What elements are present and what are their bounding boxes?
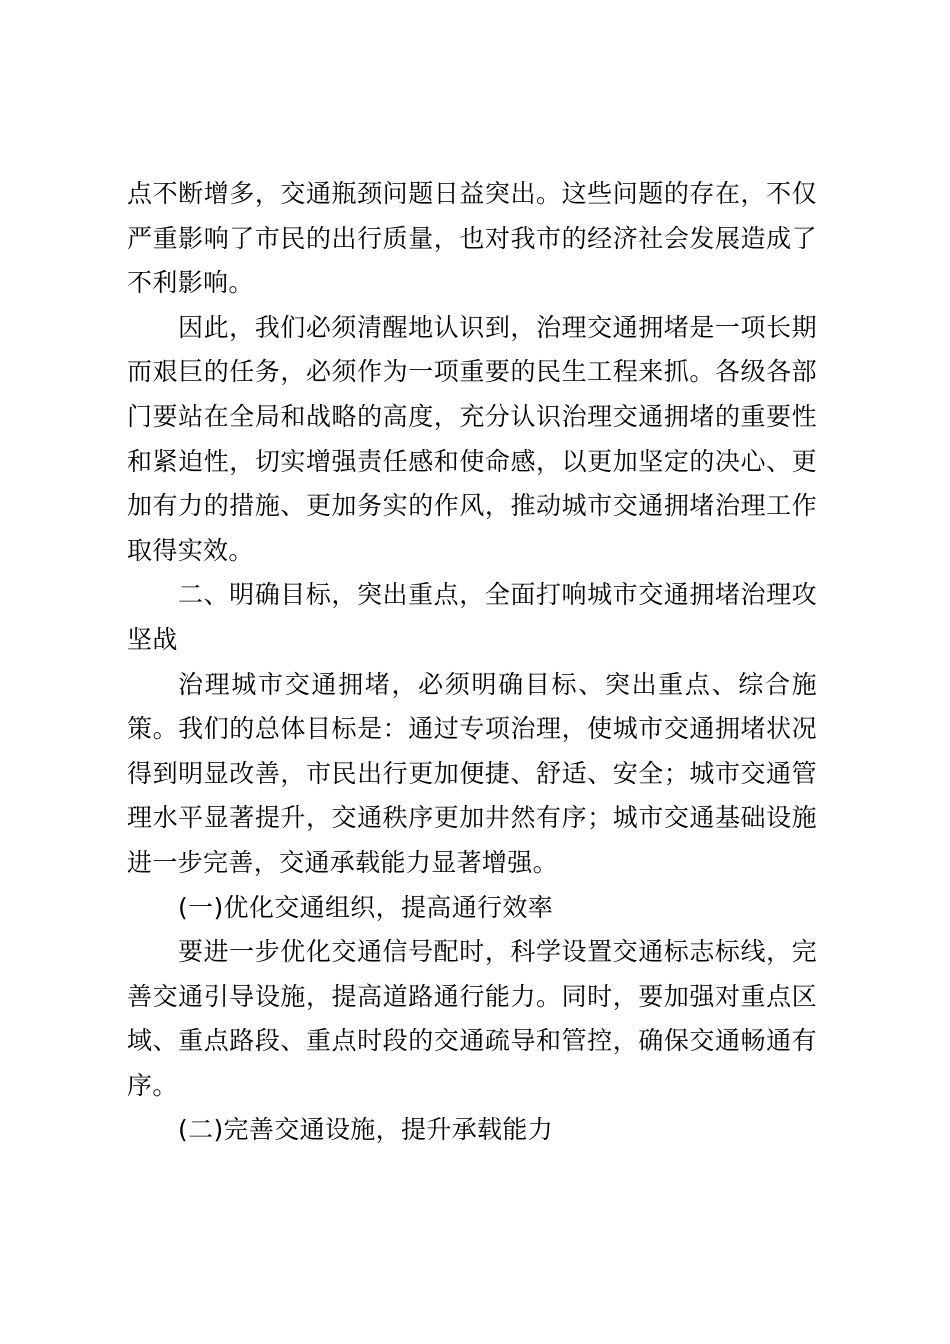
section-heading: 二、明确目标，突出重点，全面打响城市交通拥堵治理攻坚战 [127,580,817,654]
paragraph-body: 治理城市交通拥堵，必须明确目标、突出重点、综合施策。我们的总体目标是：通过专项治理，使城市交通拥堵状况得到明显改善，市民出行更加便捷、舒适、安全；城市交通管理水平显著提升，交通秩序更加井然有序；城市交通基础设施进一步完善，交通承载能力显著增强。 [127,669,817,877]
document-body [127,172,817,1153]
paragraph-body: 因此，我们必须清醒地认识到，治理交通拥堵是一项长期而艰巨的任务，必须作为一项重要的民生工程来抓。各级各部门要站在全局和战略的高度，充分认识治理交通拥堵的重要性和紧迫性，切实增强责任感和使命感，以更加坚定的决心、更加有力的措施、更加务实的作风，推动城市交通拥堵治理工作取得实效。 [127,312,817,565]
paragraph-body: 要进一步优化交通信号配时，科学设置交通标志标线，完善交通引导设施，提高道路通行能力。同时，要加强对重点区域、重点路段、重点时段的交通疏导和管控，确保交通畅通有序。 [127,937,817,1100]
subsection-heading: (二)完善交通设施，提升承载能力 [178,1115,554,1145]
subsection-heading: (一)优化交通组织，提高通行效率 [178,892,554,922]
paragraph-continuation: 点不断增多，交通瓶颈问题日益突出。这些问题的存在，不仅严重影响了市民的出行质量，也对我市的经济社会发展造成了不利影响。 [127,179,817,298]
